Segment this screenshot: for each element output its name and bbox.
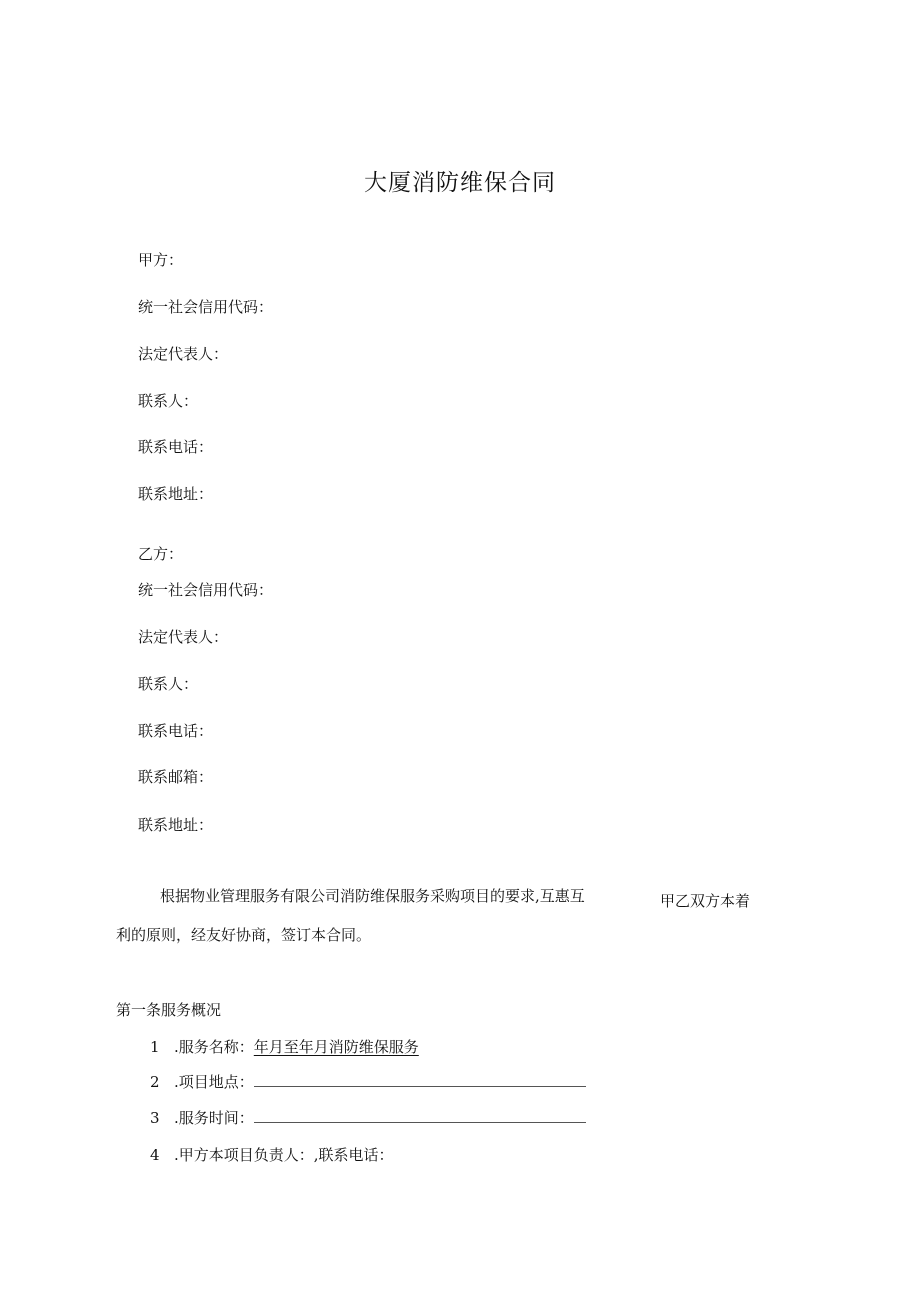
service-item-4	[150, 1145, 394, 1165]
document-title: 大厦消防维保合同	[364, 170, 556, 196]
service-item-3	[150, 1108, 586, 1128]
party-b-address: 联系地址：	[138, 816, 214, 834]
item-label: .项目地点：	[174, 1073, 254, 1091]
item-number: 3	[150, 1109, 160, 1127]
item-number: 4	[150, 1146, 160, 1164]
party-a-address: 联系地址：	[138, 485, 214, 503]
party-a-legal-rep: 法定代表人：	[138, 345, 229, 363]
party-b-email: 联系邮箱：	[138, 768, 214, 786]
party-b-phone: 联系电话：	[138, 722, 214, 740]
item-value: 年月至年月消防维保服务	[253, 1038, 419, 1056]
party-a-heading: 甲方：	[138, 251, 184, 269]
blank-fill-line	[254, 1108, 586, 1123]
party-b-legal-rep: 法定代表人：	[138, 628, 229, 646]
item-label: .服务时间：	[174, 1109, 254, 1127]
preamble-line-1: 根据物业管理服务有限公司消防维保服务采购项目的要求,互惠互	[160, 887, 585, 905]
blank-fill-line	[254, 1072, 586, 1087]
service-item-1	[150, 1037, 419, 1057]
party-b-heading: 乙方：	[138, 545, 184, 563]
item-number: 1	[150, 1038, 160, 1056]
preamble-line-1-right: 甲乙双方本着	[660, 892, 751, 910]
party-b-contact: 联系人：	[138, 675, 199, 693]
party-a-credit-code: 统一社会信用代码：	[138, 298, 274, 316]
party-a-phone: 联系电话：	[138, 438, 214, 456]
service-item-2	[150, 1072, 586, 1092]
party-b-credit-code: 统一社会信用代码：	[138, 581, 274, 599]
item-label: .服务名称：	[174, 1038, 254, 1056]
preamble-line-2: 利的原则，经友好协商，签订本合同。	[116, 926, 372, 944]
item-number: 2	[150, 1073, 160, 1091]
article-1-heading: 第一条服务概况	[116, 1001, 222, 1019]
party-a-contact: 联系人：	[138, 392, 199, 410]
item-label: .甲方本项目负责人：,联系电话：	[174, 1146, 394, 1164]
